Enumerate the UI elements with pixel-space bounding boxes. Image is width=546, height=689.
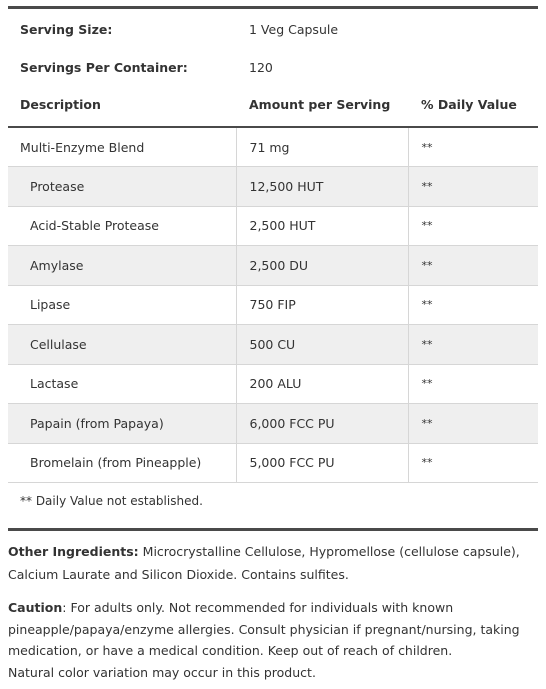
nutrient-amount: 71 mg xyxy=(236,127,408,167)
supplement-facts-panel xyxy=(8,6,538,531)
serving-size-label: Serving Size: xyxy=(20,22,113,37)
daily-value-footnote: ** Daily Value not established. xyxy=(8,483,538,531)
nutrient-name: Amylase xyxy=(8,246,236,286)
other-ingredients-label: Other Ingredients: xyxy=(8,544,139,559)
nutrient-name: Lipase xyxy=(8,285,236,325)
nutrient-name: Papain (from Papaya) xyxy=(8,404,236,444)
table-row xyxy=(8,404,538,444)
nutrient-daily-value: ** xyxy=(408,206,538,246)
servings-per-container-row xyxy=(8,47,538,85)
column-header-row xyxy=(8,85,538,126)
nutrient-name: Lactase xyxy=(8,364,236,404)
caution-section xyxy=(8,597,538,683)
nutrient-table xyxy=(8,126,538,483)
nutrient-name: Acid-Stable Protease xyxy=(8,206,236,246)
nutrient-amount: 12,500 HUT xyxy=(236,167,408,207)
nutrient-amount: 200 ALU xyxy=(236,364,408,404)
caution-label: Caution xyxy=(8,600,63,615)
nutrient-amount: 2,500 HUT xyxy=(236,206,408,246)
nutrient-daily-value: ** xyxy=(408,167,538,207)
nutrient-amount: 5,000 FCC PU xyxy=(236,443,408,483)
column-header-amount: Amount per Serving xyxy=(249,97,391,112)
nutrient-daily-value: ** xyxy=(408,285,538,325)
serving-size-value: 1 Veg Capsule xyxy=(249,22,339,37)
nutrient-daily-value: ** xyxy=(408,404,538,444)
nutrient-amount: 6,000 FCC PU xyxy=(236,404,408,444)
nutrient-daily-value: ** xyxy=(408,325,538,365)
servings-per-container-label: Servings Per Container: xyxy=(20,60,188,75)
table-row xyxy=(8,285,538,325)
table-row xyxy=(8,206,538,246)
column-header-daily-value: % Daily Value xyxy=(421,97,517,112)
nutrient-daily-value: ** xyxy=(408,127,538,167)
table-row xyxy=(8,167,538,207)
table-row xyxy=(8,246,538,286)
table-row xyxy=(8,127,538,167)
nutrient-amount: 750 FIP xyxy=(236,285,408,325)
nutrient-amount: 2,500 DU xyxy=(236,246,408,286)
table-row xyxy=(8,443,538,483)
nutrient-name: Protease xyxy=(8,167,236,207)
nutrient-daily-value: ** xyxy=(408,364,538,404)
caution-text: : For adults only. Not recommended for individuals with known pineapple/papaya/enzyme allergies. Consult physician if pregnant/nursing, taking medication, or have a medical condition. Keep out of reach of children. xyxy=(8,600,520,658)
table-row xyxy=(8,325,538,365)
nutrient-daily-value: ** xyxy=(408,443,538,483)
column-header-description: Description xyxy=(20,97,101,112)
servings-per-container-value: 120 xyxy=(249,60,273,75)
nutrient-name: Multi-Enzyme Blend xyxy=(8,127,236,167)
serving-size-row xyxy=(8,9,538,47)
table-row xyxy=(8,364,538,404)
other-ingredients xyxy=(8,541,538,586)
other-ingredients-text: Microcrystalline Cellulose, Hypromellose (cellulose capsule), Calcium Laurate and Silicon Dioxide. Contains sulfites. xyxy=(8,544,520,582)
nutrient-name: Cellulase xyxy=(8,325,236,365)
color-variation-note: Natural color variation may occur in this product. xyxy=(8,664,316,680)
nutrient-amount: 500 CU xyxy=(236,325,408,365)
nutrient-name: Bromelain (from Pineapple) xyxy=(8,443,236,483)
nutrient-daily-value: ** xyxy=(408,246,538,286)
